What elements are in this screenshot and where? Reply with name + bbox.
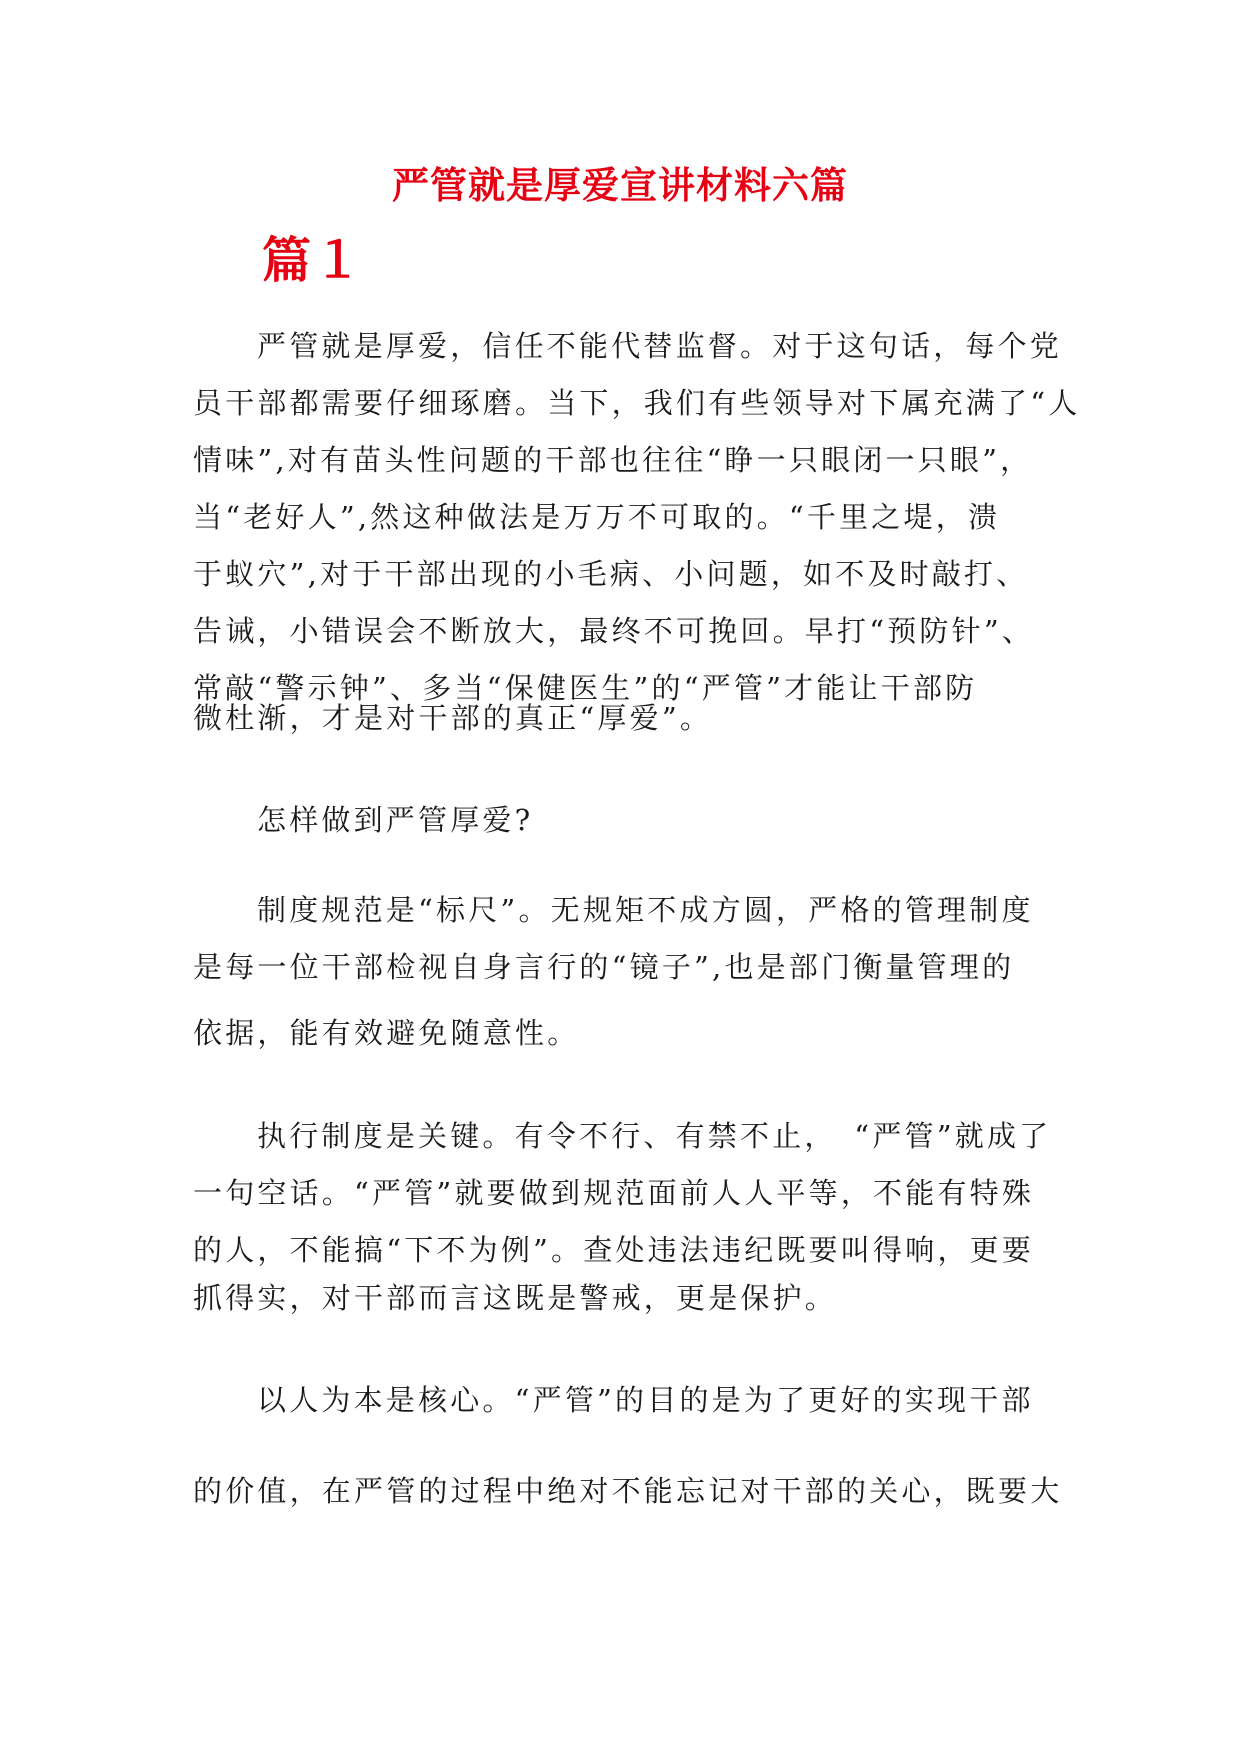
paragraph-line: 是每一位干部检视自身言行的“镜子”,也是部门衡量管理的 (193, 950, 1015, 984)
paragraph-line: 当“老好人”,然这种做法是万万不可取的。“千里之堤，溃 (193, 500, 1001, 534)
paragraph-3-last-line (193, 1005, 1053, 1062)
paragraph-1-last-line (193, 690, 1053, 747)
paragraph-line: 告诫，小错误会不断放大，最终不可挽回。早打“预防针”、 (193, 614, 1035, 648)
paragraph-line: 一句空话。“严管”就要做到规范面前人人平等，不能有特殊 (193, 1176, 1035, 1210)
paragraph-line: 于蚁穴”,对于干部出现的小毛病、小问题，如不及时敲打、 (193, 557, 1029, 591)
document-title: 严管就是厚爱宣讲材料六篇 (392, 163, 848, 207)
paragraph-line: 情味”,对有苗头性问题的干部也往往“睁一只眼闭一只眼”， (193, 443, 1033, 477)
paragraph-5 (193, 1372, 1053, 1429)
paragraph-2 (193, 792, 1053, 849)
paragraph-1 (193, 318, 1081, 717)
paragraph-line: 依据，能有效避免随意性。 (193, 1016, 580, 1050)
paragraph-line: 执行制度是关键。有令不行、有禁不止， “严管”就成了 (257, 1119, 1052, 1153)
paragraph-line: 常敲“警示钟”、多当“保健医生”的“严管”才能让干部防 (193, 671, 978, 705)
paragraph-4 (193, 1108, 1053, 1279)
paragraph-line: 严管就是厚爱，信任不能代替监督。对于这句话，每个党 (257, 329, 1063, 363)
paragraph-5-continued (193, 1463, 1063, 1520)
paragraph-3 (193, 882, 1053, 996)
paragraph-line: 的人，不能搞“下不为例”。查处违法违纪既要叫得响，更要 (193, 1233, 1035, 1267)
paragraph-line: 怎样做到严管厚爱? (257, 803, 534, 837)
paragraph-line: 员干部都需要仔细琢磨。当下，我们有些领导对下属充满了“人 (193, 386, 1081, 420)
paragraph-4-last-line (193, 1270, 1053, 1327)
section-heading: 篇１ (262, 231, 365, 289)
paragraph-line: 抓得实，对干部而言这既是警戒，更是保护。 (193, 1281, 838, 1315)
paragraph-line: 微杜渐，才是对干部的真正“厚爱”。 (193, 701, 713, 735)
paragraph-line: 制度规范是“标尺”。无规矩不成方圆，严格的管理制度 (257, 893, 1034, 927)
paragraph-line: 的价值，在严管的过程中绝对不能忘记对干部的关心，既要大 (193, 1474, 1063, 1508)
paragraph-line: 以人为本是核心。“严管”的目的是为了更好的实现干部 (257, 1383, 1034, 1417)
